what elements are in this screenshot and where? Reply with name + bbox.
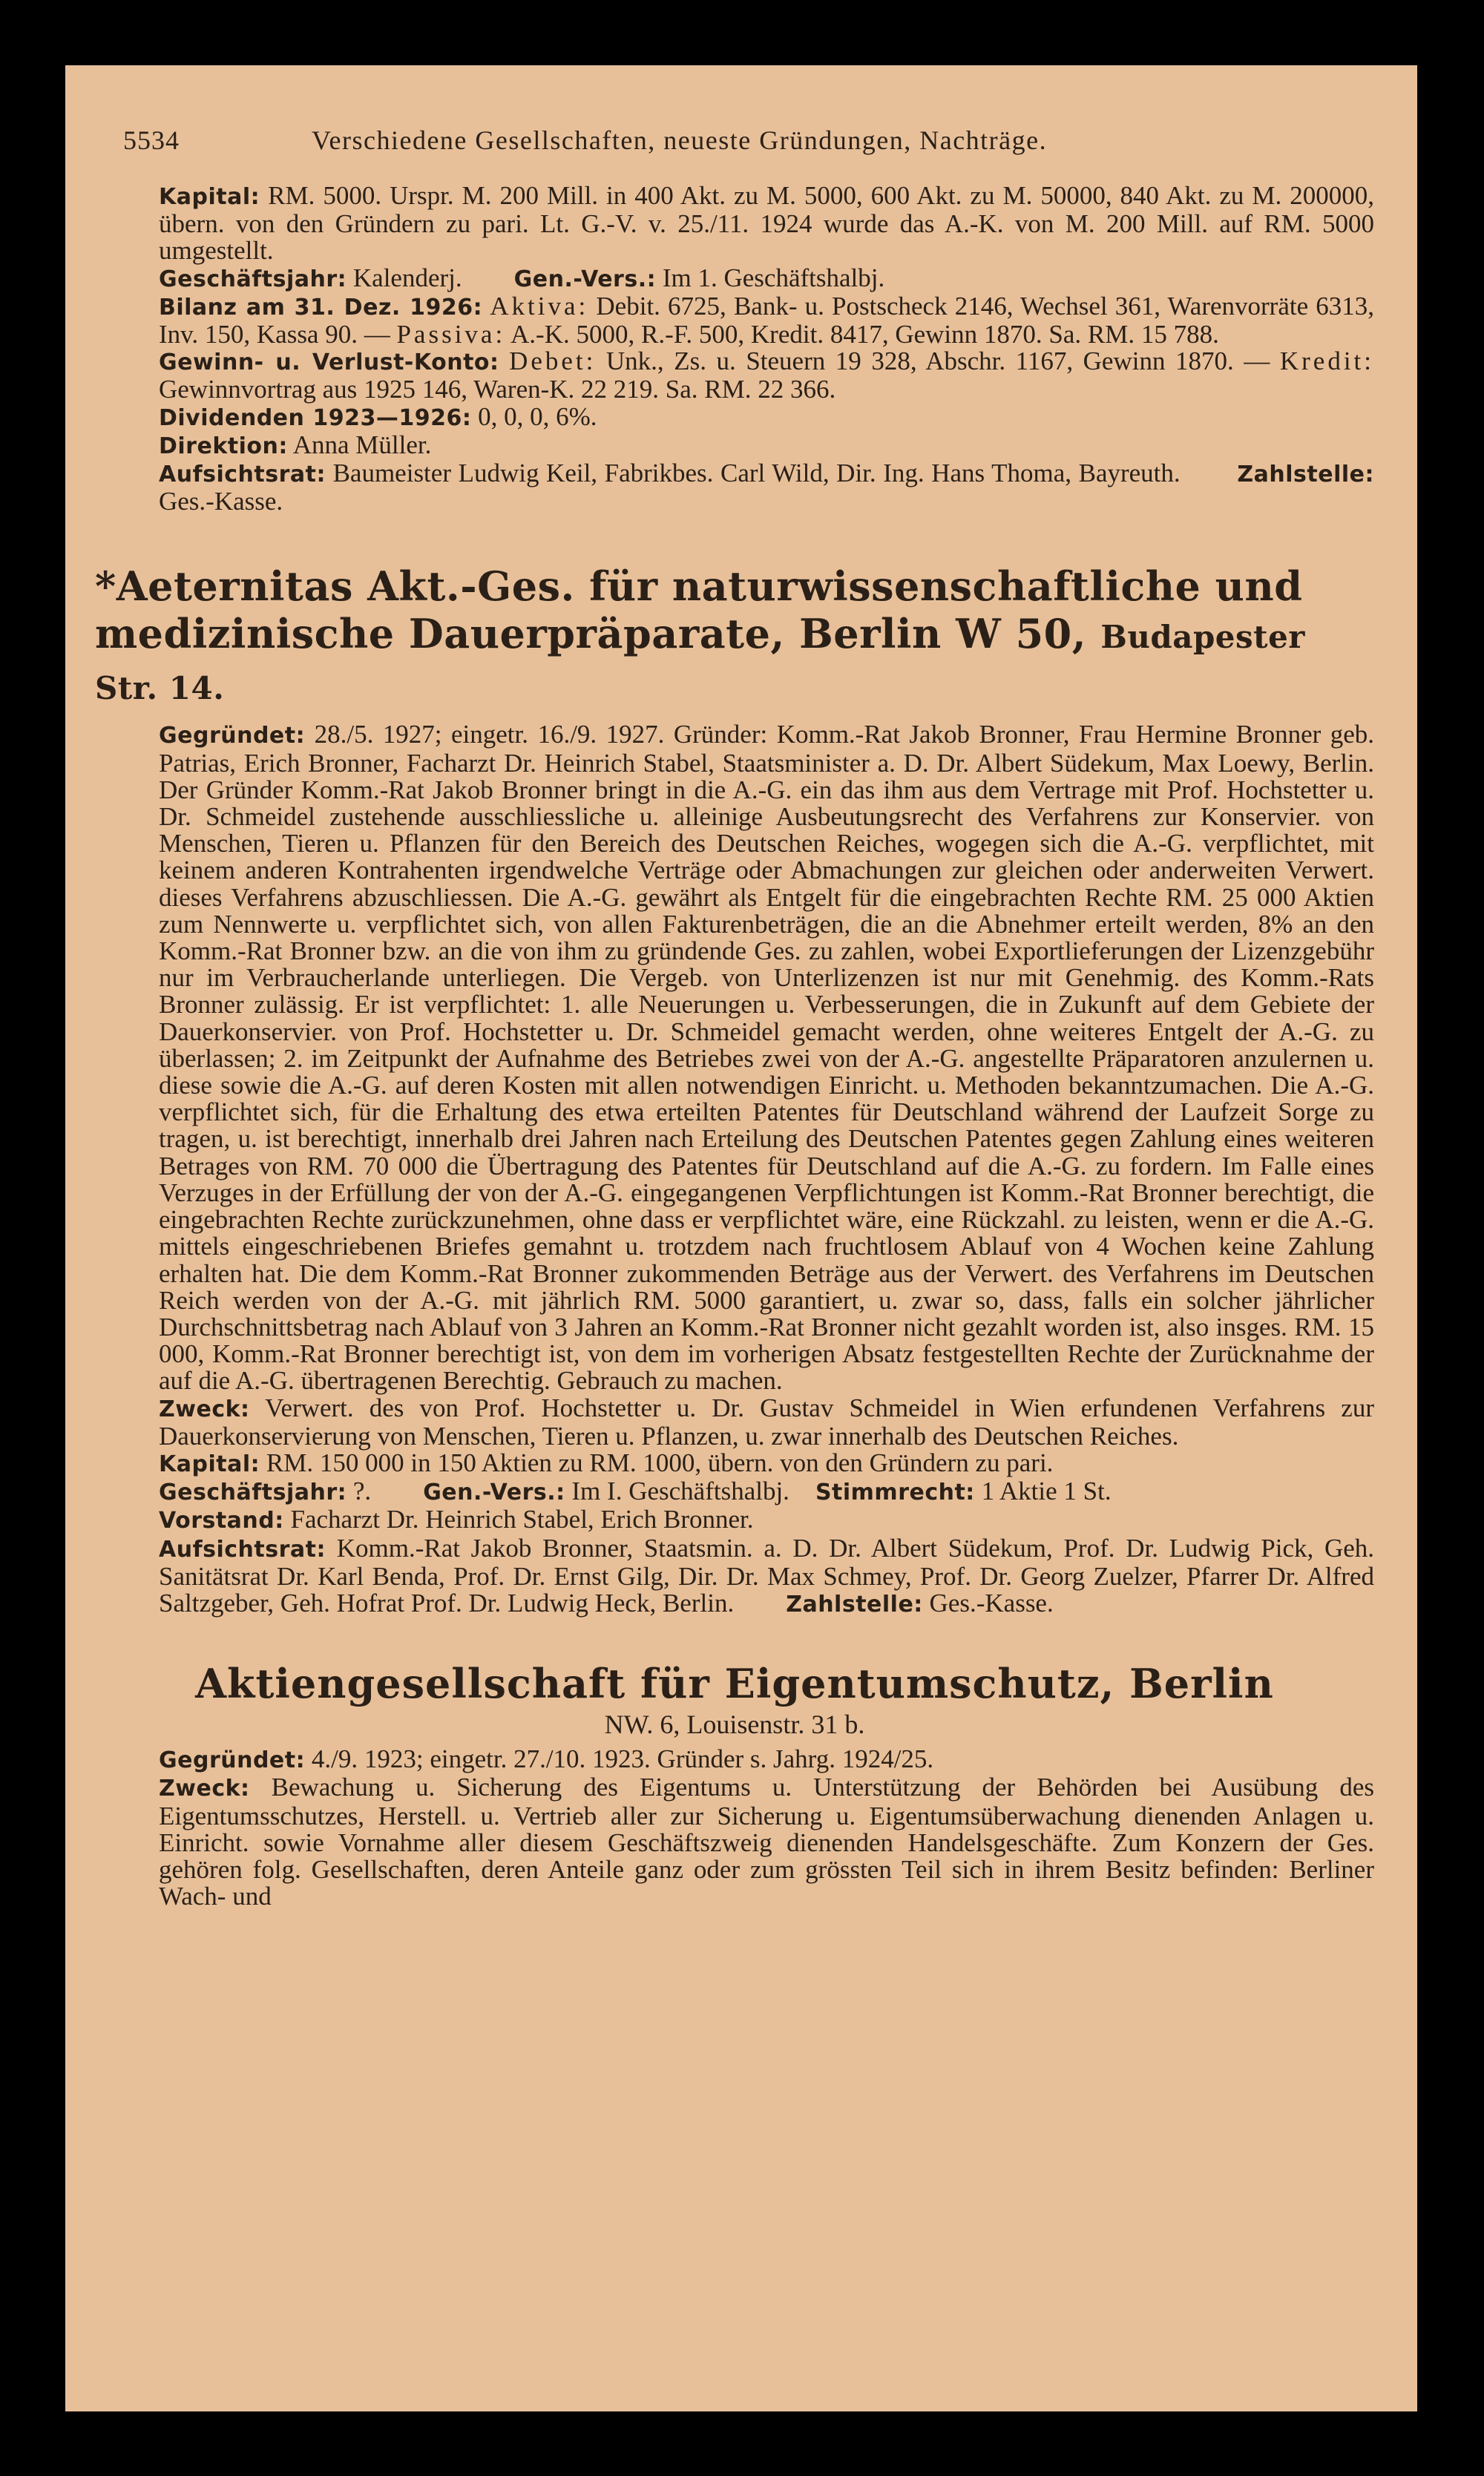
entry3-zweck: Zweck: Bewachung u. Sicherung des Eigentums u. Unterstützung der Behörden bei Ausübung des Eigentumsschutzes, Herstell. u. Vertrieb aller zur Sicherung u. Eigentumsüberwachung dienenden Anlagen u. Einricht. sowie Vornahme aller diesem Geschäftszweig dienenden Handelsgeschäfte. Zum Konzern der Ges. gehören folg. Gesellschaften, deren Anteile ganz oder zum grössten Teil sich in ihrem Besitz befinden: Berliner Wach- und [159, 1773, 1375, 1911]
entry2-zweck: Zweck: Verwert. des von Prof. Hochstetter u. Dr. Gustav Schmeidel in Wien erfundenen Verfahrens zur Dauerkonservierung von Menschen, Tieren u. Pflanzen, u. zwar innerhalb des Deutschen Reiches. [159, 1393, 1374, 1451]
gegruendet-label: Gegründet: [159, 723, 306, 749]
vorstand-label: Vorstand: [159, 1508, 284, 1534]
running-header [123, 125, 1374, 156]
entry-3 [95, 1746, 1374, 1910]
zahlstelle-label: Zahlstelle: [786, 1591, 923, 1618]
entry3-gegruendet: Gegründet: 4./9. 1923; eingetr. 27./10. 1923. Gründer s. Jahrg. 1924/25. [159, 1744, 934, 1774]
guv-label: Gewinn- u. Verlust-Konto: [159, 349, 499, 376]
entry3-address: NW. 6, Louisenstr. 31 b. [604, 1710, 865, 1740]
entry1-dividenden: Dividenden 1923—1926: 0, 0, 0, 6%. [159, 401, 597, 431]
entry2-gegruendet: Gegründet: 28./5. 1927; eingetr. 16./9. 1927. Gründer: Komm.-Rat Jakob Bronner, Frau Hermine Bronner geb. Patrias, Erich Bronner, Facharzt Dr. Heinrich Stabel, Staatsminister a. D. Dr. Albert Südekum, Max Loewy, Berlin. Der Gründer Komm.-Rat Jakob Bronner bringt in die A.-G. ein das ihm aus dem Vertrage mit Prof. Hochstetter u. Dr. Schmeidel zustehende ausschliessliche u. alleinige Ausbeutungsrecht des Verfahrens zur Konservier. von Menschen, Tieren u. Pflanzen für den Bereich des Deutschen Reiches, wogegen sich die A.-G. verpflichtet, mit keinem anderen Kontrahenten irgendwelche Verträge oder Abmachungen zur gleichen oder anderweiten Verwert. dieses Verfahrens abzuschliessen. Die A.-G. gewährt als Entgelt für die eingebrachten Rechte RM. 25 000 Aktien zum Nennwerte u. verpflichtet sich, von allen Fakturenbeträgen, die an die Abnehmer erteilt werden, 8% an den Komm.-Rat Bronner bzw. an die von ihm zu gründende Ges. zu zahlen, wobei Exportlieferungen der Lizenzgebühr nur im Verbraucherlande unterliegen. Die Vergeb. von Unterlizenzen ist nur mit Genehmig. des Komm.-Rats Bronner zulässig. Er ist verpflichtet: 1. alle Neuerungen u. Verbesserungen, die in Zukunft auf dem Gebiete der Dauerkonservier. von Prof. Hochstetter u. Dr. Schmeidel gemacht werden, ohne weiteres Entgelt der A.-G. zu überlassen; 2. im Zeitpunkt der Aufnahme des Betriebes zwei von der A.-G. angestellte Präparatoren anzulernen u. diese sowie die A.-G. auf deren Kosten mit allen notwendigen Einricht. u. Methoden bekanntzumachen. Die A.-G. verpflichtet sich, für die Erhaltung des etwa erteilten Patentes für Deutschland während der Laufzeit Sorge zu tragen, u. ist berechtigt, innerhalb drei Jahren nach Erteilung des Deutschen Patentes gegen Zahlung eines weiteren Betrages von RM. 70 000 die Übertragung des Patentes für Deutschland auf die A.-G. zu fordern. Im Falle eines Verzuges in der Erfüllung der von der A.-G. eingegangenen Verpflichtungen ist Komm.-Rat Bronner berechtigt, die eingebrachten Rechte zurückzunehmen, ohne dass er verpflichtet wäre, eine Rückzahl. zu leisten, wenn er die A.-G. mittels eingeschriebenen Briefes gemahnt u. trotzdem nach fruchtlosem Ablauf von 4 Wochen keine Zahlung erhalten hat. Die dem Komm.-Rat Bronner zukommenden Beträge aus der Verwert. des Verfahrens im Deutschen Reich werden von der A.-G. mit jährlich RM. 5000 garantiert, u. zwar so, dass, falls ein solcher jährlicher Durchschnittsbetrag nach Ablauf von 3 Jahren an Komm.-Rat Bronner nicht gezahlt worden ist, also insges. RM. 15 000, Komm.-Rat Bronner berechtigt ist, von dem im vorherigen Absatz festgestellten Rechte der Zurücknahme der auf die A.-G. übertragenen Berechtig. Gebrauch zu machen. [159, 720, 1375, 1396]
entry1-bilanz: Bilanz am 31. Dez. 1926: Aktiva: Debit. 6725, Bank- u. Postscheck 2146, Wechsel 361, Warenvorräte 6313, Inv. 150, Kassa 90. — Passiva: A.-K. 5000, R.-F. 500, Kredit. 8417, Gewinn 1870. Sa. RM. 15 788. [159, 291, 1375, 349]
entry2-geschaeftsjahr: Geschäftsjahr: ?. Gen.-Vers.: Im I. Geschäftshalbj. Stimmrecht: 1 Aktie 1 St. [159, 1477, 1112, 1506]
zahlstelle-label: Zahlstelle: [1237, 462, 1374, 488]
entry1-guv: Gewinn- u. Verlust-Konto: Debet: Unk., Zs. u. Steuern 19 328, Abschr. 1167, Gewinn 1870. — Kredit: Gewinnvortrag aus 1925 146, Waren-K. 22 219. Sa. RM. 22 366. [159, 347, 1374, 404]
entry1-kapital: Kapital: RM. 5000. Urspr. M. 200 Mill. in 400 Akt. zu M. 5000, 600 Akt. zu M. 50000, 840 Akt. zu M. 200000, übern. von den Gründern zu pari. Lt. G.-V. v. 25./11. 1924 wurde das A.-K. von M. 200 Mill. auf RM. 5000 umgestellt. [159, 181, 1374, 266]
entry-1 [95, 183, 1374, 515]
entry2-kapital: Kapital: RM. 150 000 in 150 Aktien zu RM. 1000, übern. von den Gründern zu pari. [159, 1448, 1054, 1477]
entry2-aufsichtsrat: Aufsichtsrat: Komm.-Rat Jakob Bronner, Staatsmin. a. D. Dr. Albert Südekum, Prof. Dr. Ludwig Pick, Geh. Sanitätsrat Dr. Karl Benda, Prof. Dr. Ernst Gilg, Dir. Dr. Max Schmey, Prof. Dr. Georg Zuelzer, Pfarrer Dr. Alfred Saltzgeber, Geh. Hofrat Prof. Dr. Ludwig Heck, Berlin. Zahlstelle: Ges.-Kasse. [159, 1533, 1375, 1618]
dividenden-label: Dividenden 1923—1926: [159, 404, 472, 431]
entry3-title: Aktiengesellschaft für Eigentumschutz, Berlin [195, 1660, 1274, 1708]
entry1-aufsichtsrat: Aufsichtsrat: Baumeister Ludwig Keil, Fabrikbes. Carl Wild, Dir. Ing. Hans Thoma, Bayreuth. Zahlstelle: Ges.-Kasse. [159, 459, 1374, 516]
entry2-title: *Aeternitas Akt.-Ges. für naturwissenschaftliche und medizinische Dauerpräparate, Berlin W 50, Budapester Str. 14. [95, 562, 1305, 707]
kapital-label: Kapital: [159, 1451, 260, 1477]
kapital-label: Kapital: [159, 184, 260, 210]
stimmrecht-label: Stimmrecht: [815, 1480, 975, 1506]
geschaeftsjahr-label: Geschäftsjahr: [159, 1480, 347, 1506]
zweck-label: Zweck: [159, 1396, 250, 1422]
geschaeftsjahr-label: Geschäftsjahr: [159, 266, 347, 292]
gen-vers-label: Gen.-Vers.: [513, 266, 657, 292]
aufsichtsrat-label: Aufsichtsrat: [159, 462, 326, 488]
entry1-geschaeftsjahr: Geschäftsjahr: Kalenderj. Gen.-Vers.: Im 1. Geschäftshalbj. [159, 263, 885, 292]
aufsichtsrat-label: Aufsichtsrat: [159, 1536, 326, 1563]
zweck-label: Zweck: [159, 1776, 250, 1802]
running-title: Verschiedene Gesellschaften, neueste Gründungen, Nachträge. [312, 125, 1048, 155]
book-page [65, 65, 1417, 2411]
entry-2 [95, 721, 1374, 1618]
direktion-label: Direktion: [159, 433, 288, 459]
entry2-vorstand: Vorstand: Facharzt Dr. Heinrich Stabel, Erich Bronner. [159, 1505, 754, 1534]
entry1-direktion: Direktion: Anna Müller. [159, 430, 432, 459]
page-number: 5534 [123, 125, 180, 155]
gen-vers-label: Gen.-Vers.: [423, 1480, 565, 1506]
entry2-address: Budapester Str. 14. [95, 619, 1305, 707]
bilanz-label: Bilanz am 31. Dez. 1926: [159, 294, 483, 321]
gegruendet-label: Gegründet: [159, 1747, 306, 1774]
